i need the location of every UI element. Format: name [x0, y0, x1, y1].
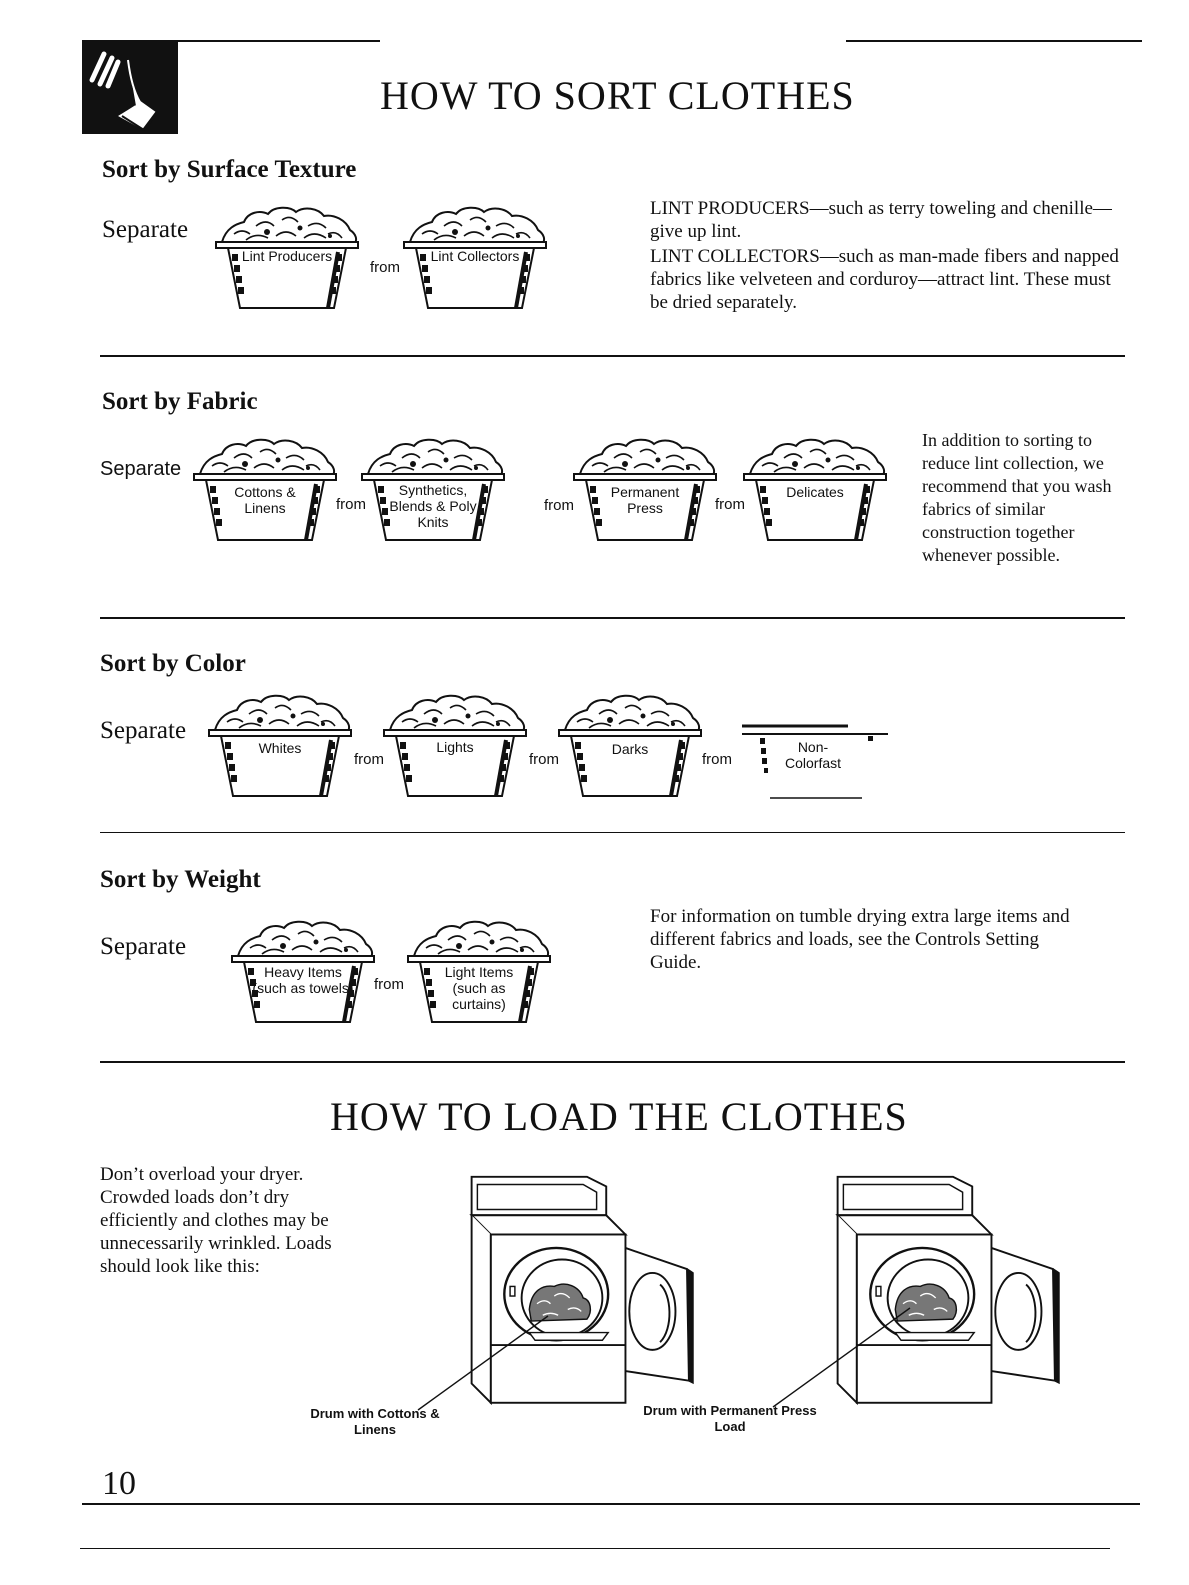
color-heading: Sort by Color [100, 650, 246, 677]
from-label: from [336, 496, 366, 513]
from-label: from [354, 751, 384, 768]
from-label: from [370, 259, 400, 276]
basket-label: Lint Collectors [430, 248, 520, 264]
caption-cottons: Drum with Cottons & Linens [310, 1406, 440, 1437]
page-title: HOW TO SORT CLOTHES [380, 73, 855, 118]
basket-label: Synthetics, Blends & Poly Knits [389, 482, 477, 530]
fabric-separate-label: Separate [100, 458, 182, 480]
basket-label: Light Items (such as curtains) [444, 964, 514, 1012]
footer-rule [82, 1503, 1140, 1505]
weight-description: For information on tumble drying extra large items and different fabrics and loads, see the Controls Setting Guide. [650, 906, 1070, 973]
from-label: from [715, 496, 745, 513]
load-title: HOW TO LOAD THE CLOTHES [330, 1094, 908, 1139]
from-label: from [529, 751, 559, 768]
basket-label: Delicates [786, 484, 844, 500]
fabric-note: In addition to sorting to reduce lint collection, we recommend that you wash fabrics of similar construction together whenever possible. [922, 430, 1112, 565]
weight-heading: Sort by Weight [100, 866, 261, 893]
from-label: from [374, 976, 404, 993]
fabric-heading: Sort by Fabric [102, 388, 258, 415]
load-description: Don’t overload your dryer. Crowded loads don’t dry efficiently and clothes may be unnecessarily wrinkled. Loads should look like this: [100, 1164, 332, 1277]
basket-label: Permanent Press [610, 484, 680, 516]
basket-label: Heavy Items (such as towels) [252, 964, 354, 996]
basket-label: Lint Producers [241, 248, 333, 264]
surface-heading: Sort by Surface Texture [102, 156, 357, 183]
color-separate-label: Separate [100, 717, 187, 744]
caption-permanent-press: Drum with Permanent Press Load [643, 1403, 817, 1434]
from-label: from [544, 497, 574, 514]
lint-collectors-text: LINT COLLECTORS—such as man-made fibers and napped fabrics like velveteen and corduroy—attract lint. These must be dried separately. [650, 246, 1119, 313]
footer-rule-thin [80, 1548, 1110, 1549]
basket-label: Whites [258, 740, 302, 756]
from-label: from [702, 751, 732, 768]
page-number: 10 [102, 1465, 136, 1502]
weight-separate-label: Separate [100, 933, 187, 960]
basket-label: Non-Colorfast [784, 739, 842, 771]
basket-label: Cottons & Linens [234, 484, 296, 516]
basket-label: Lights [436, 739, 474, 755]
surface-separate-label: Separate [102, 216, 189, 243]
basket-label: Darks [611, 741, 649, 757]
lint-producers-text: LINT PRODUCERS—such as terry toweling and chenille—give up lint. [650, 198, 1112, 242]
